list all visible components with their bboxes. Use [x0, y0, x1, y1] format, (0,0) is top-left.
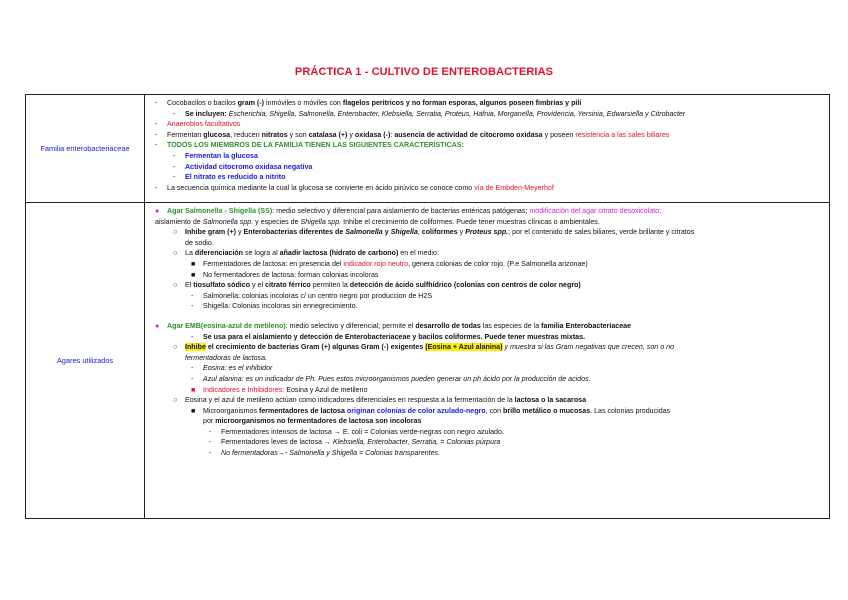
list-item: - Eosina: es el inhibidor [191, 364, 273, 373]
list-item: - TODOS LOS MIEMBROS DE LA FAMILIA TIENEN LAS SIGUIENTES CARACTERÍSTICAS: [155, 141, 464, 150]
practice-table [25, 94, 830, 519]
list-item: ■ Microorganismos fermentadores de lactosa originan colonias de color azulado-negro, con brillo metálico o mucosas. Las colonias producidas [191, 406, 671, 415]
list-item: - Fermentadores intensos de lactosa → E. coli = Colonias verde-negras con negro azulado. [209, 427, 504, 436]
list-item: - Cocobacilos o bacilos gram (-) inmóviles o móviles con flagelos peritricos y no forman esporas, algunos poseen fimbrias y pili [155, 99, 582, 107]
list-item: - Fermentan glucosa, reducen nitratos y son catalasa (+) y oxidasa (-): ausencia de actividad de citocromo oxidasa y poseen resistencia a las sales biliares [155, 130, 670, 139]
list-item: ■ Indicadores e Inhibidores: Eosina y Azul de metileno [191, 385, 368, 394]
list-item: aislamiento de Salmonella spp. y especies de Shigella spp. Inhibe el crecimiento de coliformes. Puede tener muestras clínicas o ambientales. [155, 217, 600, 226]
table-row [26, 95, 830, 203]
list-item: por microorganismos no fermentadores de lactosa son incoloras [203, 417, 422, 426]
list-item: ■ No fermentadores de lactosa: forman colonias incoloras [191, 270, 379, 279]
list-item: - Se incluyen: Escherichia, Shigella, Salmonella, Enterobacter, Klebsiella, Serratia, Proteus, Hafnia, Morganella, Providencia, Yersinia, Edwarsiella y Citrobacter [173, 109, 686, 118]
list-item: - Shigella: Colonias incoloras sin ennegrecimiento. [191, 302, 358, 311]
list-item: - Salmonella: colonias incoloras c/ un centro negro por produccion de H2S [191, 291, 433, 300]
list-item: de sodio. [185, 238, 214, 247]
list-item: - Anaerobios facultativos [155, 120, 241, 129]
page-title: PRÁCTICA 1 - CULTIVO DE ENTEROBACTERIAS [294, 66, 554, 78]
list-item: ○ La diferenciación se logra al añadir lactosa (hidrato de carbono) en el medio: [173, 249, 439, 258]
list-item: ■ Fermentadores de lactosa: en presencia del indicador rojo neutro, genera colonias de color rojo. (P.e Salmonella arizonae) [191, 259, 588, 268]
list-item: fermentadoras de lactosa. [185, 353, 268, 362]
list-item: - Actividad citocromo oxidasa negativa [173, 162, 313, 171]
list-item: - Fermentadores leves de lactosa → Klebsiella, Enterobacter, Serratia, = Colonias púrpura [209, 438, 501, 447]
list-item: - Azul alanina: es un indicador de Ph. Pues estos microorganismos pueden generar un ph ácido por la producción de acidos. [191, 374, 591, 383]
row-label-agares: Agares utilizados [26, 203, 145, 519]
list-item: - Se usa para el aislamiento y detección de Enterobacteriaceae y bacilos coliformes. Puede tener muestras mixtas. [191, 332, 586, 341]
list-item: ● Agar EMB(eosina-azul de metileno): medio selectivo y diferencial; permite el desarrollo de todas las especies de la familia Enterobacteriaceae [155, 321, 632, 330]
list-item: ○ Inhibe gram (+) y Enterobacterias diferentes de Salmonella y Shigella, coliformes y Proteus spp.; por el contenido de sales biliares, verde brillante y citratos [173, 228, 695, 237]
list-item: ○ Eosina y el azul de metileno actúan como indicadores diferenciales en respuesta a la fermentación de la lactosa o la sacarosa [173, 396, 587, 405]
row-content-agares [145, 203, 830, 519]
list-item: ○ El tiosulfato sódico y el citrato férrico permiten la detección de ácido sulfhídrico (colonias con centros de color negro) [173, 281, 581, 290]
row-content-familia [145, 95, 830, 203]
table-row [26, 203, 830, 519]
row-label-familia: Familia enterobacteriaceae [26, 95, 145, 203]
list-item: - Fermentan la glucosa [173, 151, 258, 160]
list-item: ● Agar Salmonella - Shigella (SS): medio selectivo y diferencial para aislamiento de bacterias entéricas patógenas; modificación del agar citrato desoxicolato; [155, 207, 662, 215]
list-item: ○ Inhibe el crecimiento de bacterias Gram (+) algunas Gram (-) exigentes (Eosina + Azul alanina) y muestra si las Gram negativas que crecen, son o no [173, 343, 675, 352]
list-item: - El nitrato es reducido a nitrito [173, 173, 286, 182]
list-item: - La secuencia química mediante la cual la glucosa se convierte en ácido pirúvico se conoce como vía de Embden-Meyerhof [155, 183, 554, 192]
list-item: - No fermentadoras→- Salmonella y Shigella = Colonias transparentes. [209, 449, 441, 458]
